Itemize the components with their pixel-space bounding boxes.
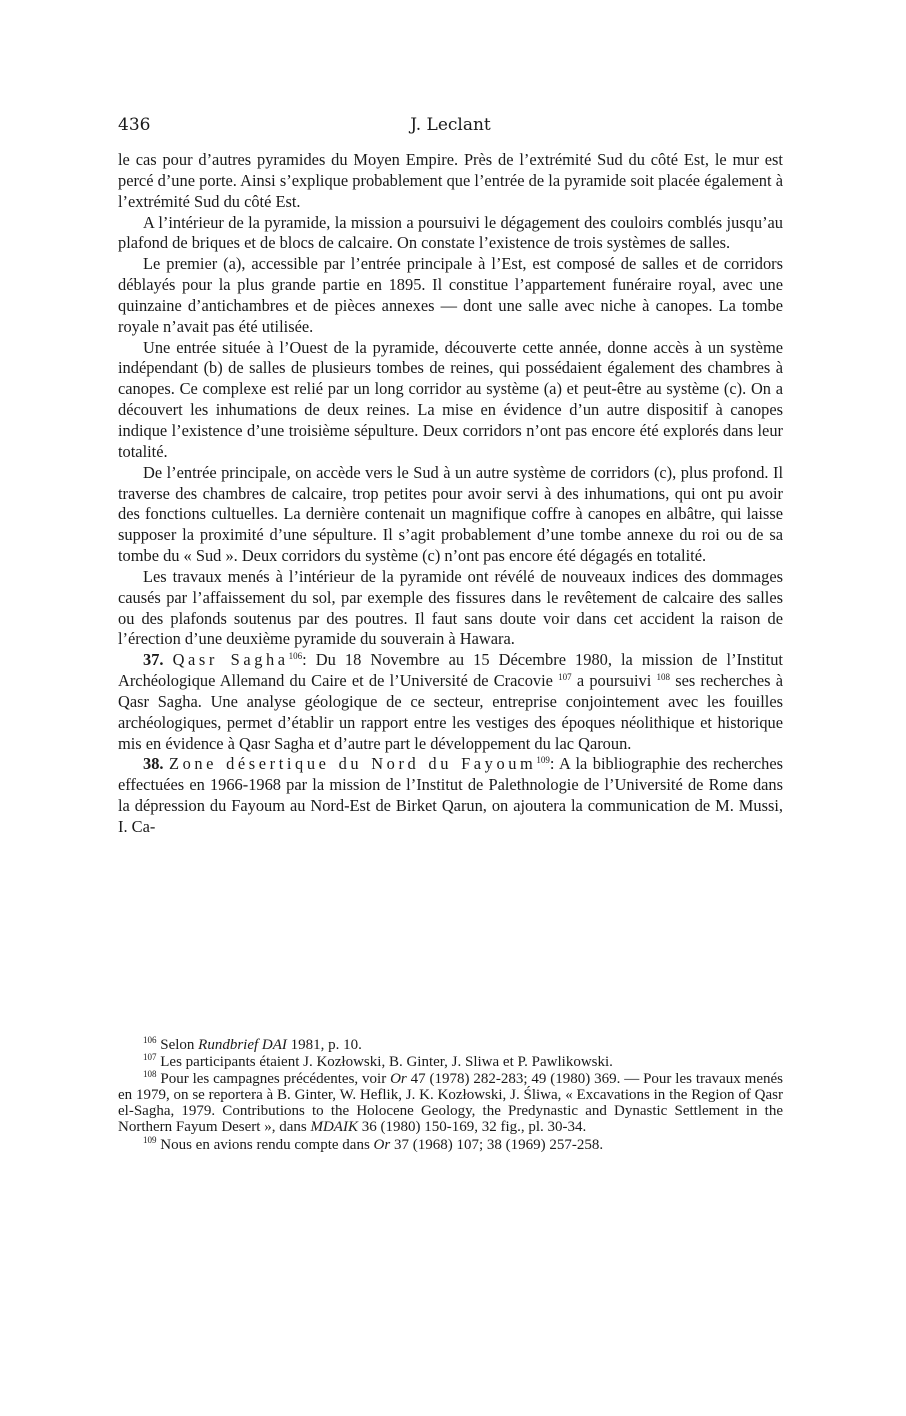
footnote-number: 107 — [143, 1052, 157, 1063]
section-text: : A la bibliographie des recherches effectuées en 1966-1968 par la mission de l’Institut de Palethnologie de l’Université de Rome dans la dépression du Fayoum au Nord-Est de Birket Qarun, on ajoutera la communication de M. Mussi, I. Ca- — [118, 754, 784, 836]
paragraph: Une entrée située à l’Ouest de la pyramide, découverte cette année, donne accès à un système indépendant (b) de salles de plusieurs tombes de reines, qui possédaient également des chambres à canopes. Ce complexe est relié par un long corridor au système (a) et peut-être au système (c). On a découvert les inhumations de deux reines. La mise en évidence d’un autre dispositif à canopes indique l’existence d’une troisième sépulture. Deux corridors n’ont pas encore été explorés dans leur totalité. — [118, 337, 783, 461]
footnote-106 — [118, 1037, 783, 1053]
footnote-text: 37 (1968) 107; 38 (1969) 257-258. — [390, 1136, 604, 1153]
footnote-108 — [118, 1071, 783, 1135]
body-text — [118, 150, 783, 838]
section-number: 38. — [143, 754, 164, 774]
footnote-italic: Or — [390, 1071, 407, 1088]
paragraph: le cas pour d’autres pyramides du Moyen Empire. Près de l’extrémité Sud du côté Est, le mur est percé d’une porte. Ainsi s’explique probablement que l’entrée de la pyramide soit placée également à l’extrémité Sud du côté Est. — [118, 150, 783, 211]
paragraph: A l’intérieur de la pyramide, la mission a poursuivi le dégagement des couloirs comblés jusqu’au plafond de briques et de blocs de calcaire. On constate l’existence de trois systèmes de salles. — [118, 212, 783, 253]
footnote-107 — [118, 1054, 783, 1070]
footnote-text: 47 (1978) 282-283; 49 (1980) 369. — Pour les travaux menés en 1979, on se reportera à B. Ginter, W. Heflik, J. K. Kozłowski, J. Śliwa, « Excavations in the Region of Qasr el-Sagha, 1979. Contributions to the Holocene Geology, the Predynastic and Dynastic Settlement in the Northern Fayum Desert », dans — [118, 1071, 783, 1136]
section-text: : Du 18 Novembre au 15 Décembre 1980, la mission de l’Institut Archéologique Allemand du Caire et de l’Université de Cracovie — [118, 650, 783, 691]
footnote-text: Selon — [156, 1037, 199, 1053]
footnote-ref: 108 — [656, 672, 670, 683]
footnote-text: 1981, p. 10. — [286, 1037, 362, 1053]
paragraph: De l’entrée principale, on accède vers le Sud à un autre système de corridors (c), plus profond. Il traverse des chambres de calcaire, trop petites pour avoir servi à des inhumations, qui ont pu avoir des fonctions cultuelles. La dernière contenait un magnifique coffre à canopes en albâtre, qui laisse supposer la proximité d’une sépulture. Il s’agit probablement d’une tombe annexe du roi ou de sa tombe du « Sud ». Deux corridors du système (c) n’ont pas encore été dégagés en totalité. — [118, 462, 783, 566]
footnote-text: Pour les campagnes précédentes, voir — [156, 1071, 391, 1088]
section-heading: Qasr Sagha — [172, 650, 289, 670]
footnote-italic: Rundbrief DAI — [198, 1037, 287, 1053]
footnote-number: 106 — [143, 1035, 157, 1045]
footnotes — [118, 1037, 783, 1154]
footnote-text: Nous en avions rendu compte dans — [156, 1136, 374, 1153]
section-38 — [118, 754, 783, 837]
section-text: a poursuivi — [571, 671, 652, 691]
footnote-109 — [118, 1134, 783, 1153]
paragraph: Le premier (a), accessible par l’entrée principale à l’Est, est composé de salles et de corridors déblayés pour la plus grande partie en 1895. Il constitue l’appartement funéraire royal, avec une quinzaine d’antichambres et de pièces annexes — dont une salle avec niche à canopes. La tombe royale n’avait pas été utilisée. — [118, 254, 783, 336]
section-number: 37. — [143, 650, 164, 670]
section-37 — [118, 650, 783, 754]
footnote-ref: 107 — [558, 672, 572, 683]
footnote-ref: 106 — [288, 651, 303, 662]
section-text: ses recherches à Qasr Sagha. Une analyse géologique de ce secteur, entreprise conjointement avec les fouilles archéologiques, permet d’établir un rapport entre les vestiges des époques néolithique et historique mis en évidence à Qasr Sagha et d’autre part le développement du lac Qaroun. — [118, 671, 783, 753]
running-head — [118, 112, 783, 138]
section-heading: Zone désertique du Nord du Fayoum — [168, 754, 537, 774]
footnote-number: 109 — [143, 1134, 157, 1145]
footnote-italic: Or — [373, 1136, 391, 1153]
footnote-ref: 109 — [536, 755, 550, 766]
page-number: 436 — [118, 115, 151, 135]
footnote-italic: MDAIK — [310, 1119, 358, 1136]
running-title: J. Leclant — [410, 115, 491, 135]
paragraph: Les travaux menés à l’intérieur de la pyramide ont révélé de nouveaux indices des dommages causés par l’affaissement du sol, par exemple des fissures dans le revêtement de calcaire des salles ou des plafonds soutenus par des poutres. Il faut sans doute voir dans cet accident la raison de l’érection d’une deuxième pyramide du souverain à Hawara. — [118, 566, 783, 649]
footnote-text: Les participants étaient J. Kozłowski, B. Ginter, J. Sliwa et P. Pawlikowski. — [156, 1054, 613, 1071]
footnote-text: 36 (1980) 150-169, 32 fig., pl. 30-34. — [357, 1119, 587, 1136]
footnote-number: 108 — [143, 1069, 157, 1080]
